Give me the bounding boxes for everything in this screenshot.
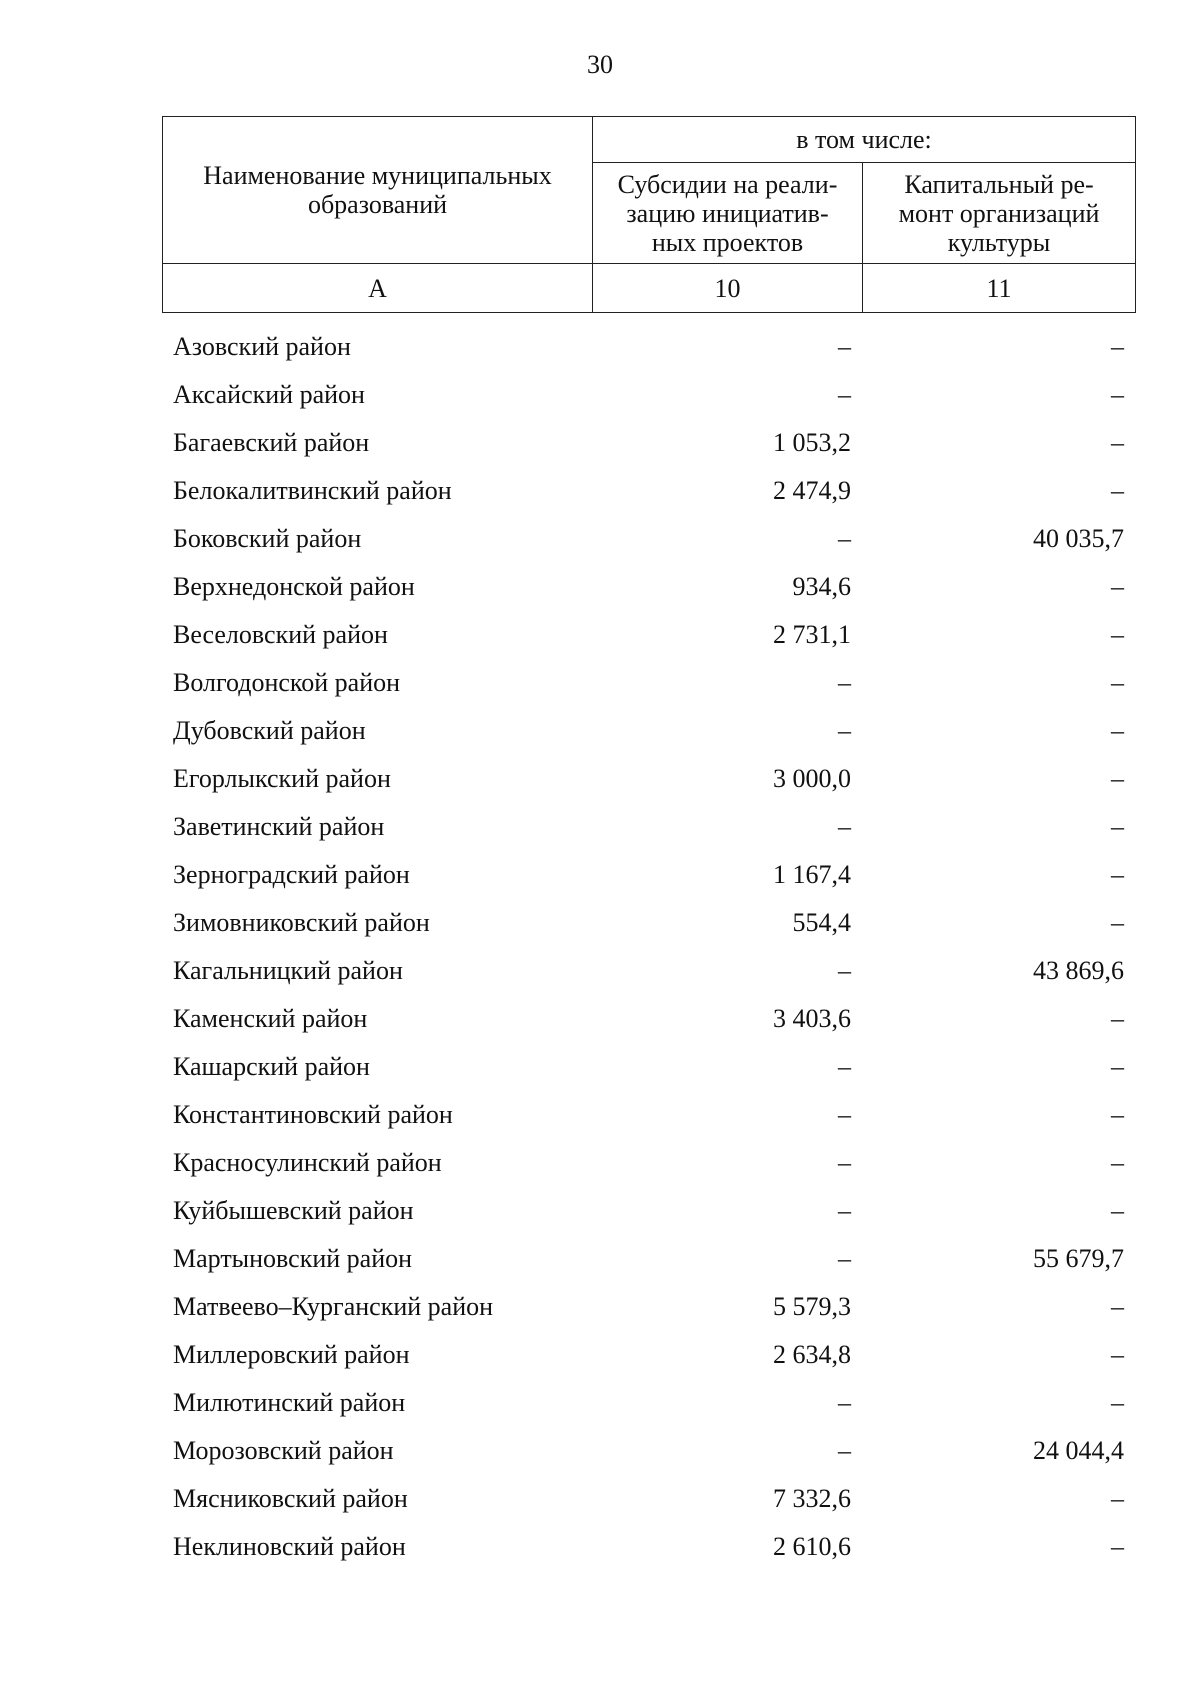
municipality-name: Куйбышевский район (173, 1196, 414, 1225)
table-row (162, 947, 1135, 995)
municipality-name: Морозовский район (173, 1436, 394, 1465)
culture-repair-value: – (1111, 668, 1124, 697)
table-row (162, 1523, 1135, 1571)
culture-repair-value: 55 679,7 (1033, 1244, 1124, 1273)
municipality-name: Каменский район (173, 1004, 368, 1033)
table-row (162, 515, 1135, 563)
initiative-subsidy-value: – (838, 716, 851, 745)
municipality-name: Заветинский район (173, 812, 385, 841)
municipality-name: Красносулинский район (173, 1148, 442, 1177)
municipality-name: Зимовниковский район (173, 908, 430, 937)
culture-repair-value: – (1111, 908, 1124, 937)
culture-repair-value: – (1111, 572, 1124, 601)
culture-repair-value: – (1111, 1340, 1124, 1369)
table-row (162, 1043, 1135, 1091)
subsidy-table (162, 116, 1135, 1571)
culture-repair-value: – (1111, 1052, 1124, 1081)
table-row (162, 1331, 1135, 1379)
culture-repair-value: – (1111, 1148, 1124, 1177)
initiative-subsidy-value: – (838, 1388, 851, 1417)
initiative-subsidy-value: 554,4 (792, 908, 851, 937)
municipality-name: Зерноградский район (173, 860, 410, 889)
table-row (162, 1475, 1135, 1523)
municipality-name: Боковский район (173, 524, 362, 553)
municipality-name: Дубовский район (173, 716, 366, 745)
culture-repair-value: – (1111, 380, 1124, 409)
culture-repair-value: – (1111, 332, 1124, 361)
culture-repair-value: – (1111, 1004, 1124, 1033)
initiative-subsidy-value: – (838, 812, 851, 841)
initiative-subsidy-value: 2 731,1 (773, 620, 851, 649)
culture-repair-value: – (1111, 620, 1124, 649)
municipality-name: Матвеево–Курганский район (173, 1292, 494, 1321)
municipality-name: Мясниковский район (173, 1484, 408, 1513)
municipality-name: Мартыновский район (173, 1244, 413, 1273)
table-row (162, 707, 1135, 755)
municipality-name: Белокалитвинский район (173, 476, 452, 505)
municipality-name: Аксайский район (173, 380, 365, 409)
initiative-subsidy-value: 2 634,8 (773, 1340, 851, 1369)
table-row (162, 899, 1135, 947)
table-row (162, 803, 1135, 851)
municipality-name: Егорлыкский район (173, 764, 391, 793)
initiative-subsidy-value: 7 332,6 (773, 1484, 851, 1513)
initiative-subsidy-value: 934,6 (792, 572, 851, 601)
header-index-11: 11 (863, 264, 1136, 313)
initiative-subsidy-value: – (838, 1196, 851, 1225)
culture-repair-value: – (1111, 1196, 1124, 1225)
table-row (162, 1379, 1135, 1427)
culture-repair-value: – (1111, 764, 1124, 793)
table-row (162, 1283, 1135, 1331)
table-row (162, 611, 1135, 659)
municipality-name: Азовский район (173, 332, 351, 361)
culture-repair-value: 43 869,6 (1033, 956, 1124, 985)
culture-repair-value: – (1111, 860, 1124, 889)
municipality-name: Неклиновский район (173, 1532, 406, 1561)
table-row (162, 1139, 1135, 1187)
culture-repair-value: – (1111, 716, 1124, 745)
table-row (162, 419, 1135, 467)
municipality-name: Кагальницкий район (173, 956, 403, 985)
municipality-name: Миллеровский район (173, 1340, 410, 1369)
header-index-name: А (163, 264, 593, 313)
table-row (162, 995, 1135, 1043)
header-culture-repair: Капитальный ре- монт организаций культуры (863, 163, 1136, 264)
table-row (162, 1187, 1135, 1235)
table-row (162, 467, 1135, 515)
table-row (162, 1091, 1135, 1139)
culture-repair-value: 24 044,4 (1033, 1436, 1124, 1465)
table-row (162, 659, 1135, 707)
initiative-subsidy-value: 5 579,3 (773, 1292, 851, 1321)
culture-repair-value: – (1111, 1292, 1124, 1321)
page-number: 30 (587, 50, 613, 79)
municipality-name: Волгодонской район (173, 668, 401, 697)
table-row (162, 1235, 1135, 1283)
initiative-subsidy-value: 1 167,4 (773, 860, 851, 889)
initiative-subsidy-value: – (838, 380, 851, 409)
culture-repair-value: – (1111, 1532, 1124, 1561)
initiative-subsidy-value: – (838, 332, 851, 361)
municipality-name: Константиновский район (173, 1100, 453, 1129)
initiative-subsidy-value: 3 403,6 (773, 1004, 851, 1033)
initiative-subsidy-value: – (838, 1052, 851, 1081)
municipality-name: Кашарский район (173, 1052, 370, 1081)
initiative-subsidy-value: – (838, 524, 851, 553)
table-row (162, 563, 1135, 611)
initiative-subsidy-value: – (838, 668, 851, 697)
initiative-subsidy-value: – (838, 956, 851, 985)
initiative-subsidy-value: 2 610,6 (773, 1532, 851, 1561)
culture-repair-value: – (1111, 428, 1124, 457)
header-initiative-projects-subsidy: Субсидии на реали- зацию инициатив- ных проектов (593, 163, 863, 264)
culture-repair-value: – (1111, 1388, 1124, 1417)
culture-repair-value: 40 035,7 (1033, 524, 1124, 553)
municipality-name: Милютинский район (173, 1388, 406, 1417)
table-header (162, 116, 1136, 313)
header-municipality-name: Наименование муниципальных образований (163, 117, 593, 264)
culture-repair-value: – (1111, 1484, 1124, 1513)
table-row (162, 851, 1135, 899)
table-row (162, 755, 1135, 803)
culture-repair-value: – (1111, 1100, 1124, 1129)
initiative-subsidy-value: 3 000,0 (773, 764, 851, 793)
culture-repair-value: – (1111, 476, 1124, 505)
municipality-name: Веселовский район (173, 620, 388, 649)
initiative-subsidy-value: – (838, 1244, 851, 1273)
municipality-name: Верхнедонской район (173, 572, 415, 601)
table-body (162, 323, 1135, 1571)
initiative-subsidy-value: – (838, 1100, 851, 1129)
table-row (162, 1427, 1135, 1475)
header-index-10: 10 (593, 264, 863, 313)
initiative-subsidy-value: 1 053,2 (773, 428, 851, 457)
municipality-name: Багаевский район (173, 428, 370, 457)
initiative-subsidy-value: 2 474,9 (773, 476, 851, 505)
header-including-group: в том числе: (593, 117, 1136, 163)
table-row (162, 371, 1135, 419)
initiative-subsidy-value: – (838, 1148, 851, 1177)
culture-repair-value: – (1111, 812, 1124, 841)
initiative-subsidy-value: – (838, 1436, 851, 1465)
table-row (162, 323, 1135, 371)
